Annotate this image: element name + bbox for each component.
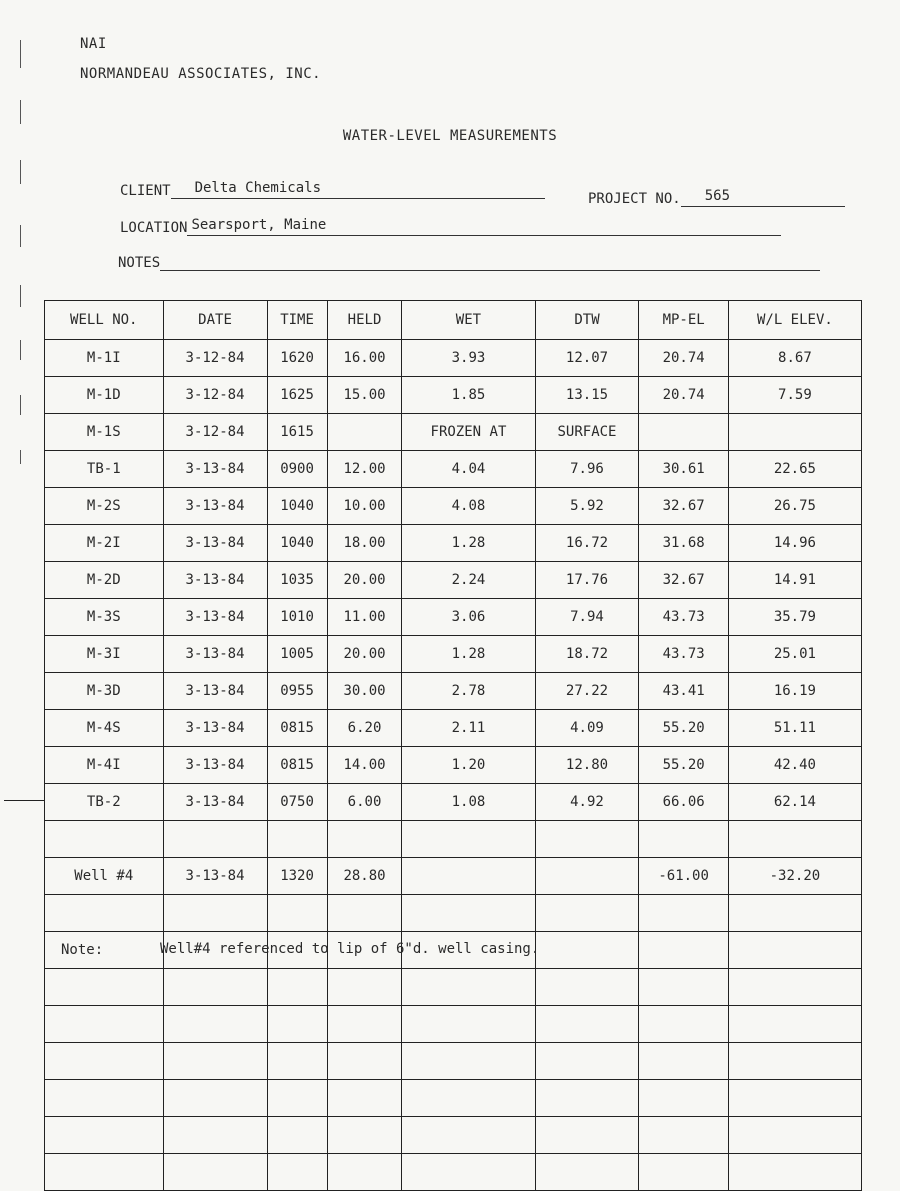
table-cell	[327, 1117, 402, 1154]
table-cell	[163, 895, 267, 932]
table-row	[45, 821, 862, 858]
table-cell: 17.76	[535, 562, 639, 599]
table-cell	[267, 1080, 327, 1117]
table-cell	[402, 895, 535, 932]
table-cell	[535, 932, 639, 969]
table-cell	[45, 895, 164, 932]
table-cell: 3-13-84	[163, 747, 267, 784]
table-cell: M-1I	[45, 340, 164, 377]
table-cell: 1320	[267, 858, 327, 895]
table-cell: 3-12-84	[163, 377, 267, 414]
table-cell	[402, 1117, 535, 1154]
table-cell: 0955	[267, 673, 327, 710]
form-title: WATER-LEVEL MEASUREMENTS	[342, 128, 558, 144]
table-row	[45, 525, 862, 562]
table-cell: 14.91	[728, 562, 861, 599]
table-cell: M-4S	[45, 710, 164, 747]
table-cell: 22.65	[728, 451, 861, 488]
table-cell: 3-13-84	[163, 525, 267, 562]
table-cell	[163, 1117, 267, 1154]
table-cell: 32.67	[639, 562, 728, 599]
table-cell: 7.59	[728, 377, 861, 414]
table-cell	[267, 821, 327, 858]
location-value: Searsport, Maine	[187, 217, 781, 236]
table-cell: 16.00	[327, 340, 402, 377]
table-cell: 11.00	[327, 599, 402, 636]
table-cell: 3-13-84	[163, 673, 267, 710]
table-cell	[267, 1043, 327, 1080]
table-cell: 2.24	[402, 562, 535, 599]
table-row	[45, 784, 862, 821]
table-cell: 4.04	[402, 451, 535, 488]
table-row	[45, 414, 862, 451]
column-header: MP-EL	[639, 301, 728, 340]
table-cell: M-1S	[45, 414, 164, 451]
table-cell	[45, 969, 164, 1006]
table-cell: 1.28	[402, 636, 535, 673]
table-cell	[45, 821, 164, 858]
table-cell: 3-13-84	[163, 710, 267, 747]
table-cell: 31.68	[639, 525, 728, 562]
table-cell	[402, 1006, 535, 1043]
table-cell: 1.28	[402, 525, 535, 562]
table-cell	[639, 1154, 728, 1191]
table-row	[45, 488, 862, 525]
table-row	[45, 710, 862, 747]
table-cell	[728, 895, 861, 932]
table-cell	[535, 1117, 639, 1154]
table-cell: 43.73	[639, 599, 728, 636]
table-cell: 6.00	[327, 784, 402, 821]
table-cell	[163, 1080, 267, 1117]
table-cell	[327, 1006, 402, 1043]
client-field	[120, 180, 545, 199]
table-cell: 10.00	[327, 488, 402, 525]
table-cell: TB-2	[45, 784, 164, 821]
table-cell	[728, 1117, 861, 1154]
table-row	[45, 1154, 862, 1191]
client-value: Delta Chemicals	[171, 180, 545, 199]
table-cell	[402, 858, 535, 895]
table-cell: 2.78	[402, 673, 535, 710]
table-cell: 12.00	[327, 451, 402, 488]
table-cell: 3-13-84	[163, 784, 267, 821]
margin-mark	[20, 450, 21, 464]
note-label: Note:	[45, 932, 164, 969]
table-cell	[45, 1043, 164, 1080]
table-cell: M-3I	[45, 636, 164, 673]
measurements-table	[44, 300, 862, 1191]
table-cell	[728, 1154, 861, 1191]
column-header: W/L ELEV.	[728, 301, 861, 340]
table-cell	[402, 821, 535, 858]
table-row	[45, 1043, 862, 1080]
table-cell: 1625	[267, 377, 327, 414]
table-cell	[163, 1006, 267, 1043]
table-cell: 15.00	[327, 377, 402, 414]
table-cell: 1.85	[402, 377, 535, 414]
table-cell: 13.15	[535, 377, 639, 414]
table-row	[45, 1117, 862, 1154]
table-cell	[639, 1080, 728, 1117]
project-label: PROJECT NO.	[588, 191, 681, 207]
table-cell: -32.20	[728, 858, 861, 895]
table-cell	[163, 1154, 267, 1191]
table-cell: 14.96	[728, 525, 861, 562]
table-cell: 3-13-84	[163, 599, 267, 636]
table-row	[45, 562, 862, 599]
location-field	[120, 217, 781, 236]
notes-label: NOTES	[118, 255, 161, 271]
table-cell: 3.93	[402, 340, 535, 377]
table-cell: 26.75	[728, 488, 861, 525]
table-cell: 1620	[267, 340, 327, 377]
table-cell: 55.20	[639, 710, 728, 747]
table-cell	[535, 969, 639, 1006]
table-cell: 27.22	[535, 673, 639, 710]
table-row	[45, 969, 862, 1006]
table-cell	[327, 821, 402, 858]
table-cell	[728, 969, 861, 1006]
margin-mark	[20, 395, 21, 415]
table-cell: 62.14	[728, 784, 861, 821]
notes-field	[118, 252, 820, 271]
table-cell: 8.67	[728, 340, 861, 377]
margin-mark	[20, 160, 21, 184]
table-cell	[327, 414, 402, 451]
table-cell: M-4I	[45, 747, 164, 784]
table-cell	[267, 895, 327, 932]
table-cell	[327, 1080, 402, 1117]
column-header: HELD	[327, 301, 402, 340]
table-cell	[535, 895, 639, 932]
column-header: WELL NO.	[45, 301, 164, 340]
table-cell	[535, 1006, 639, 1043]
table-cell: 25.01	[728, 636, 861, 673]
table-cell: 1005	[267, 636, 327, 673]
table-cell: M-2D	[45, 562, 164, 599]
table-cell	[639, 895, 728, 932]
table-cell	[639, 1006, 728, 1043]
column-header: TIME	[267, 301, 327, 340]
table-row	[45, 747, 862, 784]
table-cell	[163, 969, 267, 1006]
table-cell: 2.11	[402, 710, 535, 747]
table-cell	[728, 821, 861, 858]
table-row	[45, 599, 862, 636]
table-cell: 28.80	[327, 858, 402, 895]
table-cell: Well #4	[45, 858, 164, 895]
table-cell: 1.08	[402, 784, 535, 821]
table-cell: 3-13-84	[163, 636, 267, 673]
org-name: NORMANDEAU ASSOCIATES, INC.	[80, 66, 322, 82]
table-cell	[267, 1117, 327, 1154]
table-row	[45, 1006, 862, 1043]
margin-mark	[20, 285, 21, 307]
table-cell	[327, 895, 402, 932]
table-cell	[639, 821, 728, 858]
column-header: DATE	[163, 301, 267, 340]
table-cell: 3-12-84	[163, 340, 267, 377]
table-cell: 0750	[267, 784, 327, 821]
table-cell	[267, 1006, 327, 1043]
table-row	[45, 377, 862, 414]
margin-mark	[20, 100, 21, 124]
table-cell: M-1D	[45, 377, 164, 414]
table-cell	[45, 1080, 164, 1117]
table-cell: 20.74	[639, 377, 728, 414]
table-cell: 43.41	[639, 673, 728, 710]
org-abbreviation: NAI	[80, 36, 107, 52]
table-cell	[327, 969, 402, 1006]
table-cell: 3-13-84	[163, 451, 267, 488]
table-cell: 20.74	[639, 340, 728, 377]
margin-mark	[20, 40, 21, 68]
table-cell: 3.06	[402, 599, 535, 636]
table-cell	[327, 1154, 402, 1191]
table-cell: 7.96	[535, 451, 639, 488]
table-row	[45, 1080, 862, 1117]
table-cell: 20.00	[327, 636, 402, 673]
margin-mark	[20, 340, 21, 360]
table-row	[45, 895, 862, 932]
table-cell	[402, 1080, 535, 1117]
table-cell	[639, 1117, 728, 1154]
table-cell	[535, 1080, 639, 1117]
table-cell	[535, 858, 639, 895]
table-cell: 6.20	[327, 710, 402, 747]
table-cell: 18.72	[535, 636, 639, 673]
column-header: DTW	[535, 301, 639, 340]
table-cell	[402, 1043, 535, 1080]
table-cell: 32.67	[639, 488, 728, 525]
table-cell: 12.80	[535, 747, 639, 784]
table-cell: 4.92	[535, 784, 639, 821]
table-cell	[639, 932, 728, 969]
table-cell: 4.08	[402, 488, 535, 525]
table-cell: -61.00	[639, 858, 728, 895]
table-cell: 55.20	[639, 747, 728, 784]
table-cell: 12.07	[535, 340, 639, 377]
table-cell	[45, 1154, 164, 1191]
project-value: 565	[681, 188, 845, 207]
table-cell	[639, 969, 728, 1006]
table-cell: 66.06	[639, 784, 728, 821]
table-cell: M-2S	[45, 488, 164, 525]
table-cell: M-3S	[45, 599, 164, 636]
table-cell: 35.79	[728, 599, 861, 636]
table-cell	[639, 414, 728, 451]
table-cell: 1615	[267, 414, 327, 451]
client-label: CLIENT	[120, 183, 171, 199]
table-cell	[163, 1043, 267, 1080]
table-cell: 1040	[267, 488, 327, 525]
table-cell: 30.61	[639, 451, 728, 488]
table-cell: 20.00	[327, 562, 402, 599]
table-cell: 4.09	[535, 710, 639, 747]
table-cell	[45, 1006, 164, 1043]
margin-mark	[20, 225, 21, 247]
table-row	[45, 673, 862, 710]
project-field	[588, 188, 845, 207]
table-cell: 3-13-84	[163, 858, 267, 895]
table-cell	[728, 932, 861, 969]
table-cell	[728, 1006, 861, 1043]
table-cell: M-2I	[45, 525, 164, 562]
table-cell: M-3D	[45, 673, 164, 710]
table-cell: 18.00	[327, 525, 402, 562]
table-cell	[728, 1080, 861, 1117]
table-cell	[267, 969, 327, 1006]
table-cell: 1040	[267, 525, 327, 562]
table-cell: 3-13-84	[163, 562, 267, 599]
table-row	[45, 340, 862, 377]
table-cell: 0900	[267, 451, 327, 488]
table-cell: 3-12-84	[163, 414, 267, 451]
table-cell: 1010	[267, 599, 327, 636]
table-cell: 43.73	[639, 636, 728, 673]
table-cell	[535, 1154, 639, 1191]
table-cell	[402, 969, 535, 1006]
note-text: Well#4 referenced to lip of 6"d. well casing.	[160, 941, 540, 957]
table-cell: 7.94	[535, 599, 639, 636]
table-cell: SURFACE	[535, 414, 639, 451]
table-cell: 1.20	[402, 747, 535, 784]
table-cell	[163, 821, 267, 858]
column-header: WET	[402, 301, 535, 340]
table-cell: 30.00	[327, 673, 402, 710]
table-body	[45, 340, 862, 1191]
table-cell: 16.19	[728, 673, 861, 710]
table-row	[45, 451, 862, 488]
table-cell: FROZEN AT	[402, 414, 535, 451]
table-cell: 5.92	[535, 488, 639, 525]
table-row	[45, 636, 862, 673]
table-cell: 0815	[267, 747, 327, 784]
margin-rule	[4, 800, 44, 801]
table-header-row	[45, 301, 862, 340]
location-label: LOCATION	[120, 220, 188, 236]
table-cell: 1035	[267, 562, 327, 599]
table-cell: 42.40	[728, 747, 861, 784]
table-cell: 3-13-84	[163, 488, 267, 525]
table-row	[45, 858, 862, 895]
table-cell: TB-1	[45, 451, 164, 488]
table-cell	[535, 821, 639, 858]
table-cell	[267, 1154, 327, 1191]
table-cell: 0815	[267, 710, 327, 747]
table-cell: 51.11	[728, 710, 861, 747]
table-cell	[639, 1043, 728, 1080]
table-cell	[535, 1043, 639, 1080]
table-cell	[728, 414, 861, 451]
table-cell	[728, 1043, 861, 1080]
table-cell	[402, 1154, 535, 1191]
table-cell: 14.00	[327, 747, 402, 784]
notes-value	[160, 252, 820, 271]
table-cell: 16.72	[535, 525, 639, 562]
table-cell	[45, 1117, 164, 1154]
table-cell	[327, 1043, 402, 1080]
